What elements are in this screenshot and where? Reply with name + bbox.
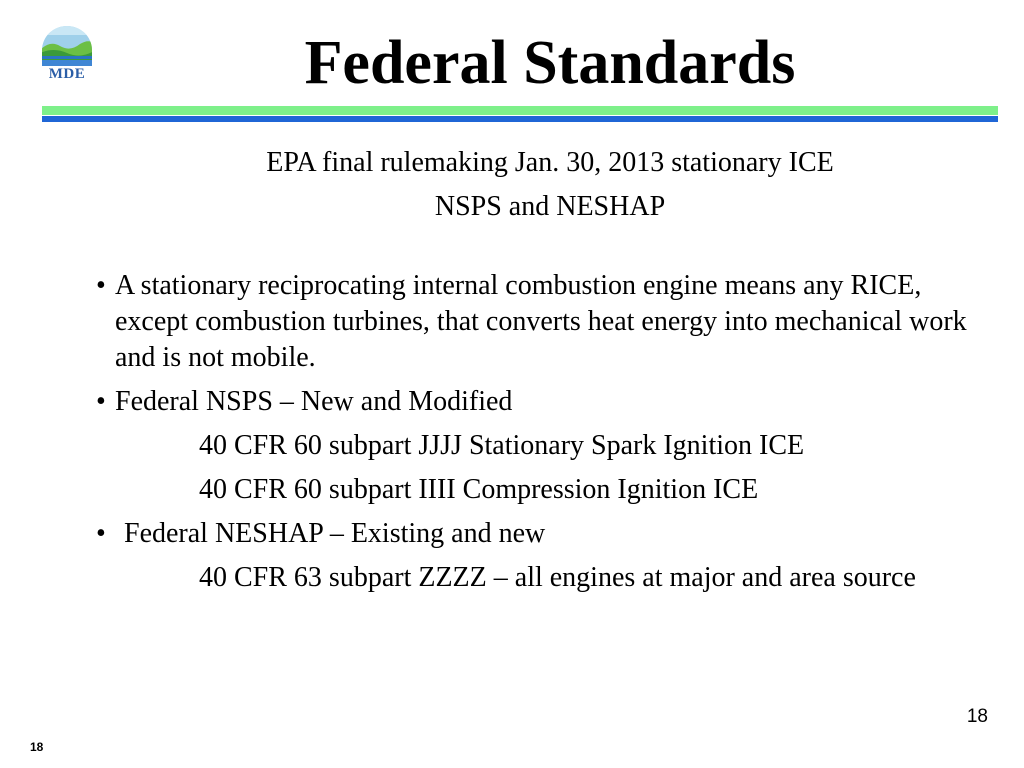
bullet-marker: • xyxy=(96,386,106,417)
slide-subtitle xyxy=(150,141,950,229)
header-divider-blue xyxy=(42,116,998,122)
bullet-marker: • xyxy=(96,270,106,301)
bullet-item xyxy=(96,384,976,420)
mde-logo-icon xyxy=(40,26,94,66)
bullet-text: A stationary reciprocating internal combustion engine means any RICE, except combustion turbines, that converts heat energy into mechanical work and is not mobile. xyxy=(115,270,967,373)
bullet-item xyxy=(96,516,976,552)
subtitle-line-2: NSPS and NESHAP xyxy=(434,191,666,222)
bullet-list xyxy=(96,268,976,596)
sub-item: 40 CFR 60 subpart JJJJ Stationary Spark Ignition ICE xyxy=(199,430,805,461)
logo-label: MDE xyxy=(48,66,86,82)
bullet-marker: • xyxy=(96,518,106,549)
header-divider-green xyxy=(42,106,998,115)
mde-logo xyxy=(40,26,94,90)
page-number: 18 xyxy=(966,706,988,727)
bullet-item xyxy=(96,268,976,376)
bullet-text: Federal NESHAP – Existing and new xyxy=(124,518,546,549)
sub-item: 40 CFR 63 subpart ZZZZ – all engines at major and area source xyxy=(199,562,916,593)
subtitle-line-1: EPA final rulemaking Jan. 30, 2013 stationary ICE xyxy=(266,147,834,178)
slide-number-footer: 18 xyxy=(30,740,44,754)
bullet-text: Federal NSPS – New and Modified xyxy=(115,386,513,417)
slide-title: Federal Standards xyxy=(304,29,796,97)
sub-item: 40 CFR 60 subpart IIII Compression Ignition ICE xyxy=(199,474,759,505)
